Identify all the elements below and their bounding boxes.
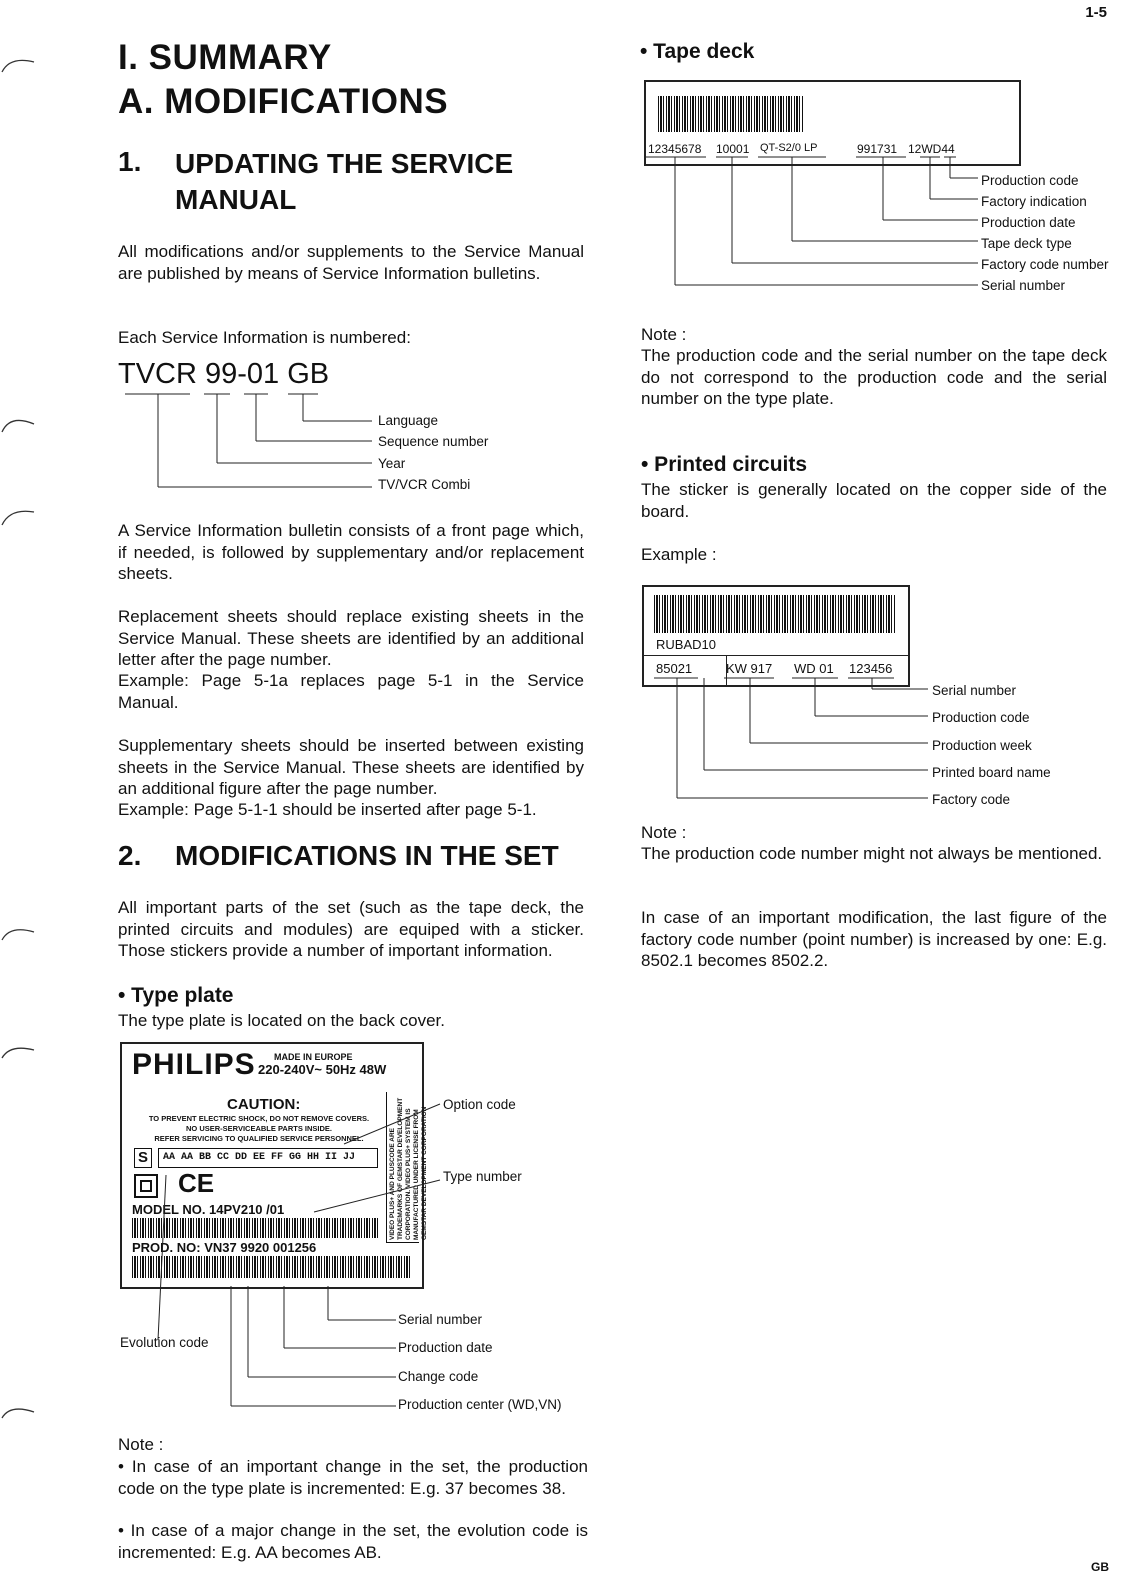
tvcr-label-sequence: Sequence number <box>378 434 489 449</box>
footer-language: GB <box>1091 1560 1109 1574</box>
note1-bullet-1: • In case of an important change in the set, the production code on the type plate is incremented: E.g. 37 becomes 38. <box>118 1457 588 1498</box>
tvcr-code: TVCR 99-01 GB <box>118 358 330 390</box>
tape-deck-code-serial: 12345678 <box>648 142 702 156</box>
tape-label-serial-number: Serial number <box>981 278 1066 293</box>
printed-note-title: Note : <box>641 823 687 842</box>
type-plate-heading: • Type plate <box>118 984 234 1007</box>
tape-deck-barcode <box>658 96 804 132</box>
section-2-title: MODIFICATIONS IN THE SET <box>175 840 559 871</box>
binder-marks <box>0 0 40 1578</box>
label-evolution-code: Evolution code <box>120 1335 209 1350</box>
printed-circuit-lines <box>642 670 942 800</box>
model-number: MODEL NO. 14PV210 /01 <box>132 1202 285 1217</box>
note1-bullet-2: • In case of a major change in the set, the evolution code is incremented: E.g. AA becomes AB. <box>118 1521 588 1562</box>
section-1-number: 1. <box>118 146 142 177</box>
tape-label-factory-indication: Factory indication <box>981 194 1087 209</box>
label-type-number: Type number <box>443 1169 522 1184</box>
paragraph-bulletin: A Service Information bulletin consists of a front page which, if needed, is followed by supplementary and/or replacement sheets. <box>118 521 584 583</box>
section-2-number: 2. <box>118 840 142 871</box>
pcb-label-production-code: Production code <box>932 710 1030 725</box>
power-rating: 220-240V~ 50Hz 48W <box>258 1062 387 1077</box>
printed-code-production: WD 01 <box>794 661 834 676</box>
tape-label-production-date: Production date <box>981 215 1076 230</box>
page-number: 1-5 <box>1085 4 1107 21</box>
title-summary: I. SUMMARY <box>118 38 332 77</box>
caution-title: CAUTION: <box>227 1096 301 1113</box>
pcb-label-board-name: Printed board name <box>932 765 1051 780</box>
caution-line-1: TO PREVENT ELECTRIC SHOCK, DO NOT REMOVE COVERS. <box>148 1114 370 1123</box>
philips-brand: PHILIPS <box>132 1048 256 1081</box>
pcb-label-production-week: Production week <box>932 738 1032 753</box>
printed-circuits-heading: • Printed circuits <box>641 453 808 476</box>
tape-deck-code-factory: 10001 <box>716 142 750 156</box>
tape-deck-code-type: QT-S2/0 LP <box>760 142 818 154</box>
paragraph-factory-code: In case of an important modification, the last figure of the factory code number (point number) is increased by one: E.g. 8502.1 becomes 8502.2. <box>641 908 1107 970</box>
tape-deck-heading: • Tape deck <box>640 40 755 63</box>
label-serial-number: Serial number <box>398 1312 483 1327</box>
tape-label-deck-type: Tape deck type <box>981 236 1072 251</box>
label-production-date: Production date <box>398 1340 493 1355</box>
paragraph-modifications: All modifications and/or supplements to the Service Manual are published by means of Service Information bulletins. <box>118 242 584 283</box>
tape-label-factory-code: Factory code number <box>981 257 1109 272</box>
paragraph-supplementary-example: Example: Page 5-1-1 should be inserted after page 5-1. <box>118 800 537 819</box>
printed-code-factory: 85021 <box>656 661 693 676</box>
paragraph-replacement-example: Example: Page 5-1a replaces page 5-1 in the Service Manual. <box>118 671 584 712</box>
section-1-title-line1: UPDATING THE SERVICE <box>175 148 514 179</box>
tvcr-label-language: Language <box>378 413 439 428</box>
tape-note-text: The production code and the serial number on the tape deck do not correspond to the production code and the serial number on the type plate. <box>641 346 1107 408</box>
paragraph-supplementary: Supplementary sheets should be inserted between existing sheets in the Service Manual. These sheets are identified by an additional figure after the page number. <box>118 736 584 798</box>
label-production-center: Production center (WD,VN) <box>398 1397 562 1412</box>
s-box: S <box>134 1148 152 1168</box>
option-codes: AA AA BB CC DD EE FF GG HH II JJ <box>158 1148 378 1168</box>
tape-deck-code-production: 12WD44 <box>908 142 955 156</box>
type-plate-desc: The type plate is located on the back cover. <box>118 1011 445 1030</box>
pcb-label-serial: Serial number <box>932 683 1017 698</box>
tape-deck-code-date: 991731 <box>857 142 898 156</box>
printed-example-label: Example : <box>641 545 717 564</box>
section-1-title <box>175 146 513 218</box>
tvcr-label-year: Year <box>378 456 406 471</box>
printed-code-serial: 123456 <box>849 661 893 676</box>
printed-note-text: The production code number might not always be mentioned. <box>641 844 1103 863</box>
printed-board-name: RUBAD10 <box>656 637 716 652</box>
tape-note-title: Note : <box>641 325 687 344</box>
paragraph-stickers: All important parts of the set (such as the tape deck, the printed circuits and modules) are equiped with a sticker. Those stickers provide a number of important information. <box>118 898 584 960</box>
printed-circuits-desc: The sticker is generally located on the copper side of the board. <box>641 480 1107 521</box>
ce-mark: CE <box>178 1168 215 1198</box>
note1-title: Note : <box>118 1435 164 1454</box>
title-modifications: A. MODIFICATIONS <box>118 82 449 121</box>
printed-circuit-barcode <box>654 595 896 633</box>
production-number: PROD. NO: VN37 9920 001256 <box>132 1240 317 1255</box>
label-change-code: Change code <box>398 1369 479 1384</box>
tvcr-label-combi: TV/VCR Combi <box>378 477 471 492</box>
side-legal-text: VIDEO PLUS+ AND PLUSCODE ARE TRADEMARKS OF GEMSTAR DEVELOPMENT CORPORATION. VIDEO PLUS+ SYSTEM IS MANUFACTURED UNDER LICENSE FROM GEMSTAR DEVELOPMENT CORPORATION <box>389 1097 428 1240</box>
paragraph-numbered: Each Service Information is numbered: <box>118 328 411 347</box>
caution-line-3: REFER SERVICING TO QUALIFIED SERVICE PERSONNEL. <box>154 1134 364 1143</box>
made-in-europe: MADE IN EUROPE <box>274 1052 353 1062</box>
tape-deck-lines <box>644 150 984 300</box>
section-1-title-line2: MANUAL <box>175 184 297 215</box>
pcb-label-factory-code: Factory code <box>932 792 1011 807</box>
paragraph-replacement: Replacement sheets should replace existing sheets in the Service Manual. These sheets are identified by an additional letter after the page number. <box>118 607 584 669</box>
caution-line-2: NO USER-SERVICEABLE PARTS INSIDE. <box>186 1124 332 1133</box>
label-option-code: Option code <box>443 1097 516 1112</box>
printed-code-week: KW 917 <box>726 661 773 676</box>
tape-label-production-code: Production code <box>981 173 1079 188</box>
